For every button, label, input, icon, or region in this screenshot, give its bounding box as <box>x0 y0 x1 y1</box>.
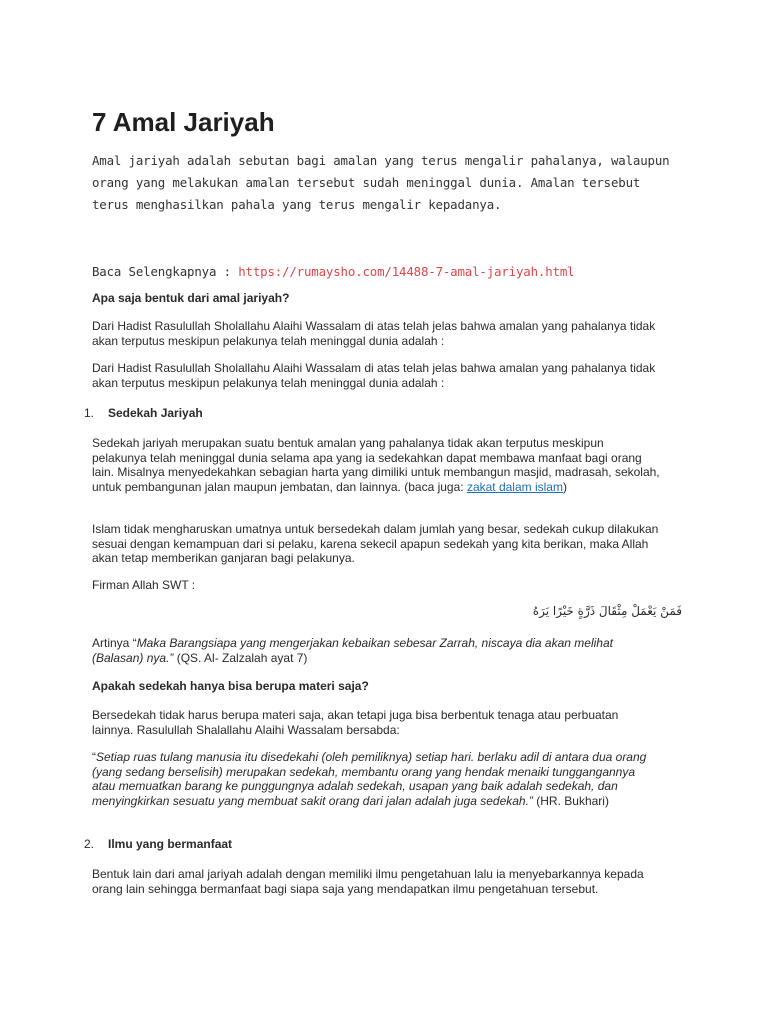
question-heading-2: Apakah sedekah hanya bisa berupa materi saja? <box>92 679 369 693</box>
read-more-label: Baca Selengkapnya : <box>92 264 239 279</box>
paragraph-non-material: Bersedekah tidak harus berupa materi saja, akan tetapi juga bisa berbentuk tenaga atau perbuatan lainnya. Rasulullah Shalallahu Alaihi Wassalam bersabda: <box>92 708 619 737</box>
quote-italic: Setiap ruas tulang manusia itu disedekahi (oleh pemiliknya) setiap hari. berlaku adil di antara dua orang (yang sedang berselisih) merupakan sedekah, membantu orang yang hendak menaiki tunggangannya atau memuatkan barang ke punggungnya adalah sedekah, usapan yang baik adalah sedekah, dan menyingkirkan sesuatu yang membuat sakit orang dari jalan adalah juga sedekah.” <box>92 750 647 808</box>
list-title: Ilmu yang bermanfaat <box>108 837 233 851</box>
quote-prefix: “ <box>92 750 96 764</box>
list-number: 1. <box>84 406 95 420</box>
paragraph-hadith-quote <box>92 750 660 808</box>
list-number: 2. <box>84 837 95 851</box>
arabic-verse: فَمَنْ يَعْمَلْ مِثْقَالَ ذَرَّةٍ خَيْرًا يَرَهُ <box>532 604 682 618</box>
read-more-link[interactable]: https://rumaysho.com/14488-7-amal-jariyah.html <box>238 264 575 279</box>
paragraph-sedekah-definition <box>92 436 660 494</box>
zakat-link[interactable]: zakat dalam islam <box>466 479 563 494</box>
question-heading-1: Apa saja bentuk dari amal jariyah? <box>92 291 290 305</box>
paragraph-translation <box>92 636 660 665</box>
translation-prefix: Artinya “ <box>92 636 137 650</box>
paragraph-hadist-2: Dari Hadist Rasulullah Sholallahu Alaihi Wassalam di atas telah jelas bahwa amalan yang pahalanya tidak akan terputus meskipun pelakunya telah meninggal dunia adalah : <box>92 361 656 390</box>
read-more-line <box>92 262 574 282</box>
paragraph-text: Sedekah jariyah merupakan suatu bentuk amalan yang pahalanya tidak akan terputus meskipun pelakunya telah meninggal dunia selama apa yang ia sedekahkan dapat membawa manfaat bagi orang lain. Misalnya menyedekahkan sebagian harta yang dimiliki untuk membangun masjid, madrasah, sekolah, untuk pembangunan jalan maupun jembatan, dan lainnya. (baca juga: <box>92 436 660 494</box>
list-title: Sedekah Jariyah <box>108 406 203 420</box>
intro-paragraph: Amal jariyah adalah sebutan bagi amalan yang terus mengalir pahalanya, walaupun orang yang melakukan amalan tersebut sudah meninggal dunia. Amalan tersebut terus menghasilkan pahala yang terus mengalir kepadanya. <box>92 153 670 212</box>
firman-label: Firman Allah SWT : <box>92 578 196 592</box>
translation-source: (QS. Al- Zalzalah ayat 7) <box>173 650 308 665</box>
page-title: 7 Amal Jariyah <box>92 107 275 137</box>
quote-source: (HR. Bukhari) <box>532 793 609 808</box>
paragraph-sedekah-amount: Islam tidak mengharuskan umatnya untuk bersedekah dalam jumlah yang besar, sedekah cukup dilakukan sesuai dengan kemampuan dari si pelaku, karena sekecil apapun sedekah yang kita berikan, maka Allah akan tetap memberikan ganjaran bagi pelakunya. <box>92 522 659 565</box>
paragraph-ilmu: Bentuk lain dari amal jariyah adalah dengan memiliki ilmu pengetahuan lalu ia menyebarkannya kepada orang lain sehingga bermanfaat bagi siapa saja yang mendapatkan ilmu pengetahuan tersebut. <box>92 867 644 896</box>
paragraph-hadist-1: Dari Hadist Rasulullah Sholallahu Alaihi Wassalam di atas telah jelas bahwa amalan yang pahalanya tidak akan terputus meskipun pelakunya telah meninggal dunia adalah : <box>92 319 656 348</box>
paragraph-close: ) <box>562 479 567 494</box>
translation-italic: Maka Barangsiapa yang mengerjakan kebaikan sebesar Zarrah, niscaya dia akan melihat (Balasan) nya.” <box>92 636 613 665</box>
